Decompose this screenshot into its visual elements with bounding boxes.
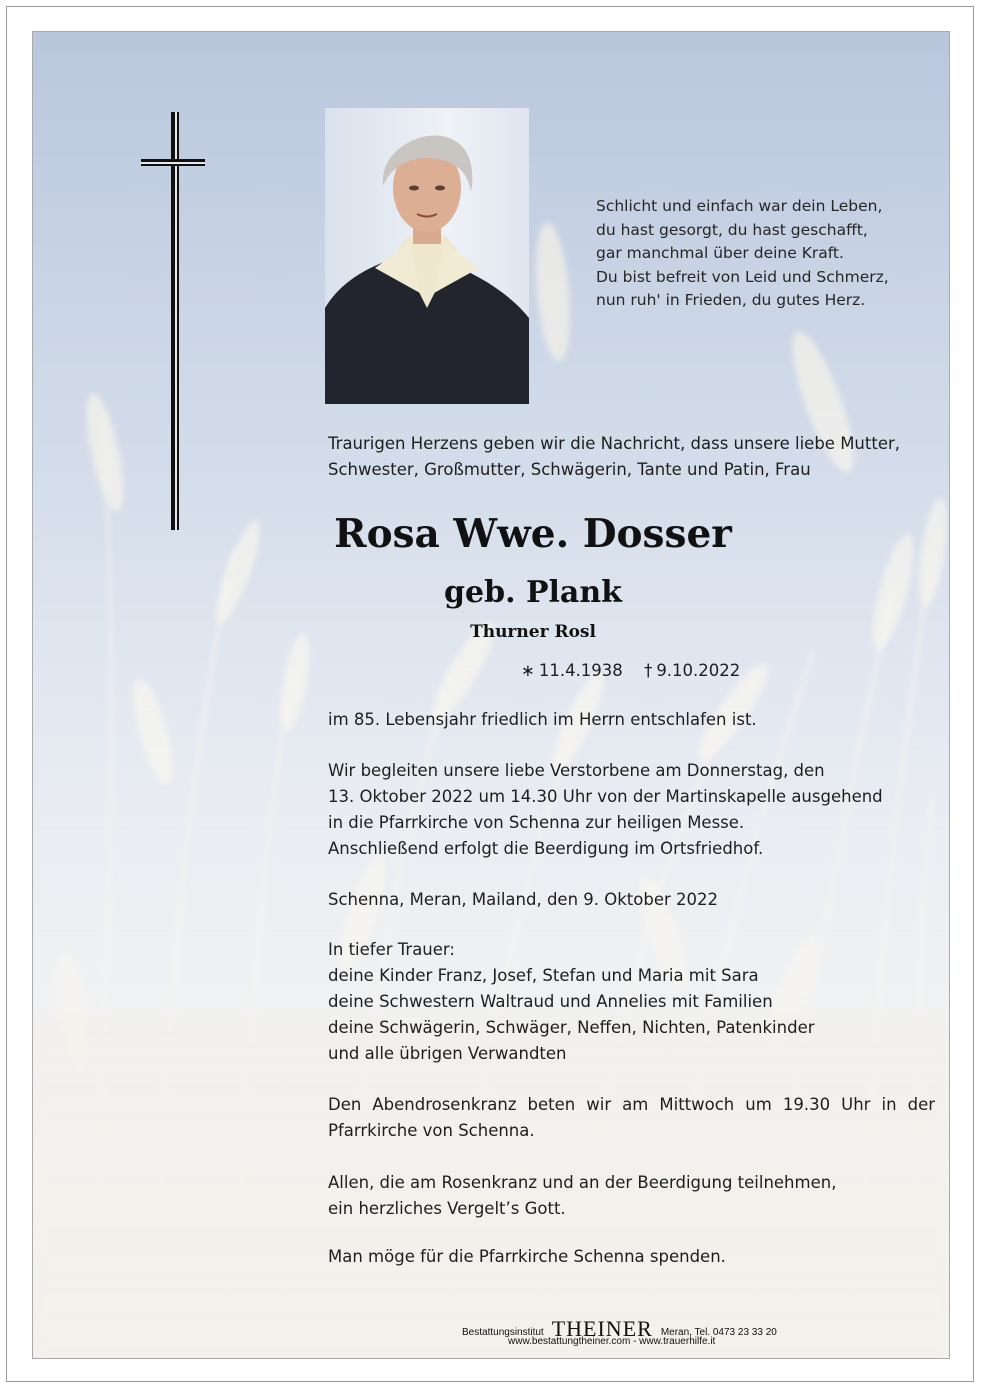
nickname: Thurner Rosl bbox=[470, 622, 596, 642]
mourners-line: In tiefer Trauer: bbox=[328, 940, 455, 959]
funeral-home-logo: THEINER bbox=[551, 1316, 653, 1341]
intro-line: Schwester, Großmutter, Schwägerin, Tante und Patin, Frau bbox=[328, 460, 811, 479]
poem-line: gar manchmal über deine Kraft. bbox=[596, 244, 844, 262]
cross-icon bbox=[171, 112, 175, 530]
birth-date: 11.4.1938 bbox=[538, 661, 623, 680]
poem-line: du hast gesorgt, du hast geschafft, bbox=[596, 220, 868, 239]
mourners-line: und alle übrigen Verwandten bbox=[328, 1044, 567, 1063]
rosary-notice bbox=[328, 1092, 935, 1144]
death-date: 9.10.2022 bbox=[656, 661, 741, 680]
cross-icon-beam bbox=[141, 159, 205, 162]
footer-prefix: Bestattungsinstitut bbox=[462, 1327, 544, 1338]
footer-contact: Meran, Tel. 0473 23 33 20 bbox=[660, 1327, 777, 1338]
funeral-details bbox=[328, 758, 938, 862]
mourners-list bbox=[328, 937, 938, 1067]
donation-line: Man möge für die Pfarrkirche Schenna spenden. bbox=[328, 1247, 726, 1266]
memorial-poem bbox=[596, 195, 936, 313]
place-and-date bbox=[328, 887, 938, 913]
place-date-line: Schenna, Meran, Mailand, den 9. Oktober 2022 bbox=[328, 890, 719, 909]
mourners-line: deine Schwestern Waltraud und Annelies mit Familien bbox=[328, 992, 773, 1011]
deceased-name: Rosa Wwe. Dosser bbox=[334, 511, 732, 557]
thanks-line: Allen, die am Rosenkranz und an der Beerdigung teilnehmen, bbox=[328, 1173, 837, 1192]
age-line: im 85. Lebensjahr friedlich im Herrn entschlafen ist. bbox=[328, 710, 757, 729]
rosary-line: Pfarrkirche von Schenna. bbox=[328, 1121, 535, 1140]
poem-line: Du bist befreit von Leid und Schmerz, bbox=[596, 267, 889, 286]
rosary-line: Den Abendrosenkranz beten wir am Mittwoch um 19.30 Uhr in der bbox=[328, 1095, 935, 1114]
announcement-intro bbox=[328, 431, 943, 483]
obituary-card bbox=[32, 31, 950, 1359]
portrait-photo bbox=[325, 108, 529, 404]
funeral-line: in die Pfarrkirche von Schenna zur heiligen Messe. bbox=[328, 813, 745, 832]
obituary-content bbox=[33, 32, 950, 1359]
life-dates bbox=[521, 659, 744, 683]
funeral-line: Anschließend erfolgt die Beerdigung im Ortsfriedhof. bbox=[328, 839, 764, 858]
poem-line: nun ruh' in Frieden, du gutes Herz. bbox=[596, 291, 866, 309]
donation-notice bbox=[328, 1244, 938, 1270]
intro-line: Traurigen Herzens geben wir die Nachricht, dass unsere liebe Mutter, bbox=[328, 434, 901, 453]
birth-star-icon: ∗ bbox=[521, 661, 535, 680]
thanks-line: ein herzliches Vergelt’s Gott. bbox=[328, 1199, 566, 1218]
mourners-line: deine Schwägerin, Schwäger, Neffen, Nichten, Patenkinder bbox=[328, 1018, 815, 1037]
footer-websites: www.bestattungtheiner.com - www.trauerhilfe.it bbox=[508, 1336, 716, 1347]
funeral-line: 13. Oktober 2022 um 14.30 Uhr von der Martinskapelle ausgehend bbox=[328, 787, 883, 806]
age-statement bbox=[328, 707, 938, 733]
poem-line: Schlicht und einfach war dein Leben, bbox=[596, 197, 883, 215]
mourners-line: deine Kinder Franz, Josef, Stefan und Maria mit Sara bbox=[328, 966, 759, 985]
thanks-notice bbox=[328, 1170, 938, 1222]
funeral-line: Wir begleiten unsere liebe Verstorbene am Donnerstag, den bbox=[328, 761, 825, 780]
death-cross-icon: † bbox=[644, 661, 653, 680]
maiden-name: geb. Plank bbox=[444, 575, 622, 610]
